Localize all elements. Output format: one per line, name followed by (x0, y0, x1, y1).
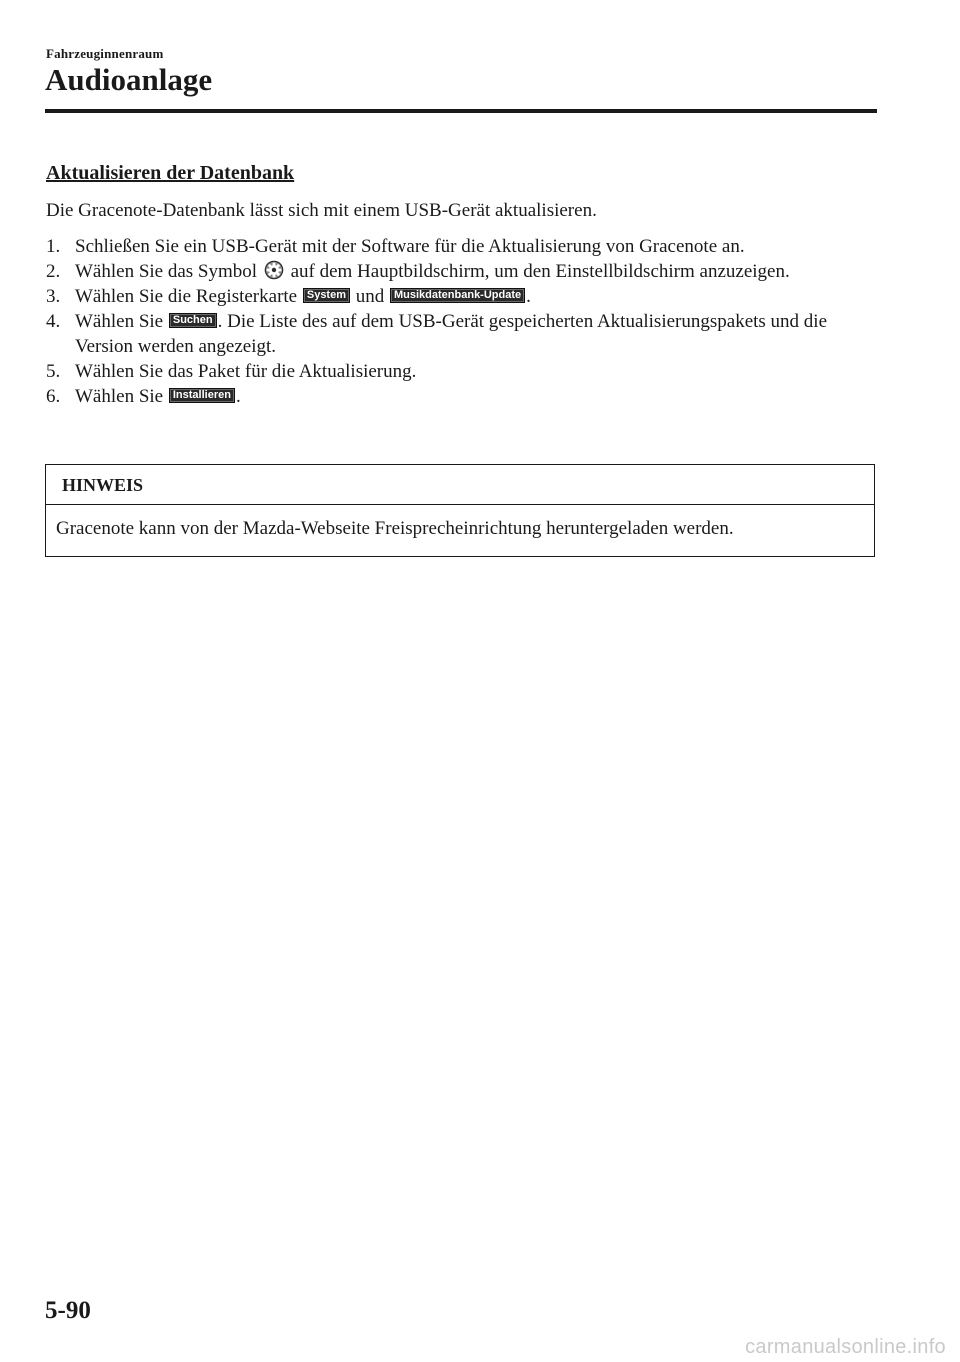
step-text: . Die Liste des auf dem USB-Gerät gespeicherten Aktualisierungspakets und die Version werden angezeigt. (75, 311, 828, 357)
step-text: und (355, 286, 385, 307)
page-number: 5-90 (45, 1297, 91, 1324)
step-text: Wählen Sie (75, 311, 164, 332)
main-content (46, 160, 876, 409)
note-box (45, 464, 875, 557)
steps-list (46, 234, 876, 409)
list-item (46, 309, 876, 359)
step-text: . (235, 386, 241, 407)
step-number: 4. (46, 311, 61, 332)
list-item (46, 259, 876, 284)
list-item (46, 284, 876, 309)
list-item (46, 359, 876, 384)
step-number: 1. (46, 236, 61, 257)
step-number: 3. (46, 286, 61, 307)
section-label: Fahrzeuginnenraum (46, 46, 164, 61)
note-heading: HINWEIS (46, 465, 874, 505)
watermark: carmanualsonline.info (745, 1336, 946, 1358)
step-text: auf dem Hauptbildschirm, um den Einstellbildschirm anzuzeigen. (290, 261, 790, 282)
list-item (46, 384, 876, 409)
page-title: Audioanlage (45, 62, 213, 97)
intro-text: Die Gracenote-Datenbank lässt sich mit einem USB-Gerät aktualisieren. (46, 200, 597, 221)
step-text: . (526, 286, 531, 307)
system-tab-button: System (303, 288, 350, 303)
note-text: Gracenote kann von der Mazda-Webseite Freisprecheinrichtung heruntergeladen werden. (56, 518, 734, 539)
step-text: Schließen Sie ein USB-Gerät mit der Software für die Aktualisierung von Gracenote an. (75, 236, 745, 257)
search-button: Suchen (169, 313, 217, 328)
step-text: Wählen Sie das Paket für die Aktualisierung. (75, 361, 417, 382)
step-number: 2. (46, 261, 61, 282)
step-text: Wählen Sie die Registerkarte (75, 286, 298, 307)
music-db-update-button: Musikdatenbank-Update (390, 288, 525, 303)
step-text: Wählen Sie das Symbol (75, 261, 258, 282)
install-button: Installieren (169, 388, 235, 403)
list-item (46, 234, 876, 259)
step-number: 6. (46, 386, 61, 407)
step-number: 5. (46, 361, 61, 382)
subheading: Aktualisieren der Datenbank (46, 162, 295, 184)
title-rule (45, 109, 877, 113)
settings-gear-icon (264, 260, 284, 280)
step-text: Wählen Sie (75, 386, 164, 407)
